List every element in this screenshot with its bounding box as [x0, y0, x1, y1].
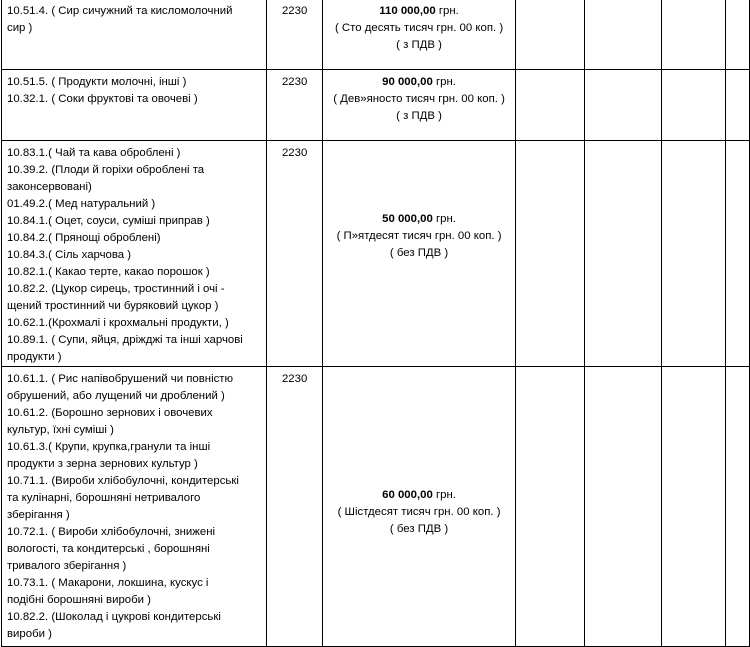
cpv-codes-cell [2, 367, 267, 647]
amount-in-words: ( Сто десять тисяч грн. 00 коп. ) [334, 22, 504, 34]
amount-value: 110 000,00 [379, 5, 436, 17]
empty-cell [661, 0, 725, 70]
code-line: 10.32.1. ( Соки фруктові та овочеві ) [7, 93, 198, 105]
amount-value: 50 000,00 [382, 213, 433, 225]
code-line: 10.61.2. (Борошно зернових і овочевих [7, 407, 213, 419]
amount-value: 90 000,00 [382, 76, 433, 88]
code-line: 10.51.4. ( Сир сичужний та кисломолочний [7, 5, 233, 17]
code-line: 10.62.1.(Крохмалі і крохмальні продукти, ) [7, 317, 229, 329]
vat-note: ( з ПДВ ) [396, 39, 442, 51]
amount-in-words: ( Шістдесят тисяч грн. 00 коп. ) [337, 506, 501, 518]
empty-cell [516, 0, 584, 70]
empty-cell [584, 0, 661, 70]
kekv-cell: 2230 [267, 141, 322, 367]
amount-currency: грн. [435, 5, 459, 17]
code-line: продукти з зерна зернових культур ) [7, 458, 198, 470]
table-row [2, 141, 750, 367]
code-line: 10.82.2. (Цукор сирець, тростинний і очі - [7, 283, 225, 295]
code-line: 10.71.1. (Вироби хлібобулочні, кондитерські [7, 475, 239, 487]
code-line: щений тростинний чи буряковий цукор ) [7, 300, 219, 312]
vat-note: ( без ПДВ ) [389, 247, 449, 259]
procurement-table [1, 0, 750, 647]
cpv-codes-cell [2, 70, 267, 141]
amount-currency: грн. [432, 489, 456, 501]
code-line: та кулінарні, борошняні нетривалого [7, 492, 201, 504]
code-line: зберігання ) [7, 509, 70, 521]
code-line: культур, їхні суміші ) [7, 424, 114, 436]
code-line: 10.84.2.( Прянощі оброблені) [7, 232, 161, 244]
empty-cell [661, 70, 725, 141]
amount-in-words: ( П»ятдесят тисяч грн. 00 коп. ) [336, 230, 502, 242]
empty-cell [516, 367, 584, 647]
code-line: 10.39.2. (Плоди й горіхи оброблені та [7, 164, 205, 176]
code-line: 10.61.3.( Крупи, крупка,гранули та інші [7, 441, 211, 453]
code-line: 01.49.2.( Мед натуральний ) [7, 198, 156, 210]
amount-cell [322, 0, 516, 70]
code-line: 10.73.1. ( Макарони, локшина, кускус і [7, 577, 209, 589]
code-line: тривалого зберігання ) [7, 560, 127, 572]
code-line: подібні борошняні вироби ) [7, 594, 151, 606]
empty-cell [725, 0, 749, 70]
code-line: 10.61.1. ( Рис напівобрушений чи повністю [7, 373, 234, 385]
code-line: 10.84.1.( Оцет, соуси, суміші приправ ) [7, 215, 210, 227]
amount-cell [322, 367, 516, 647]
code-line: 10.72.1. ( Вироби хлібобулочні, знижені [7, 526, 216, 538]
cpv-codes-cell [2, 0, 267, 70]
empty-cell [516, 70, 584, 141]
empty-cell [661, 141, 725, 367]
kekv-cell: 2230 [267, 367, 322, 647]
code-line: сир ) [7, 22, 33, 34]
vat-note: ( без ПДВ ) [389, 523, 449, 535]
empty-cell [661, 367, 725, 647]
amount-in-words: ( Дев»яносто тисяч грн. 00 коп. ) [333, 93, 505, 105]
amount-currency: грн. [432, 76, 456, 88]
code-line: 10.82.2. (Шоколад і цукрові кондитерські [7, 611, 221, 623]
empty-cell [725, 70, 749, 141]
empty-cell [725, 367, 749, 647]
code-line: 10.84.3.( Сіль харчова ) [7, 249, 132, 261]
amount-cell [322, 141, 516, 367]
empty-cell [584, 141, 661, 367]
table-row [2, 367, 750, 647]
amount-value: 60 000,00 [382, 489, 433, 501]
amount-cell [322, 70, 516, 141]
kekv-cell: 2230 [267, 70, 322, 141]
empty-cell [725, 141, 749, 367]
code-line: продукти ) [7, 351, 62, 363]
empty-cell [584, 70, 661, 141]
code-line: 10.51.5. ( Продукти молочні, інші ) [7, 76, 187, 88]
amount-currency: грн. [432, 213, 456, 225]
code-line: 10.82.1.( Какао терте, какао порошок ) [7, 266, 210, 278]
code-line: вологості, та кондитерські , борошняні [7, 543, 210, 555]
table-row [2, 0, 750, 70]
table-row [2, 70, 750, 141]
code-line: обрушений, або лущений чи дроблений ) [7, 390, 225, 402]
empty-cell [516, 141, 584, 367]
code-line: 10.83.1.( Чай та кава оброблені ) [7, 147, 181, 159]
kekv-cell: 2230 [267, 0, 322, 70]
code-line: 10.89.1. ( Супи, яйця, дріжджі та інші харчові [7, 334, 243, 346]
code-line: вироби ) [7, 628, 52, 640]
vat-note: ( з ПДВ ) [396, 110, 442, 122]
empty-cell [584, 367, 661, 647]
cpv-codes-cell [2, 141, 267, 367]
code-line: законсервовані) [7, 181, 92, 193]
